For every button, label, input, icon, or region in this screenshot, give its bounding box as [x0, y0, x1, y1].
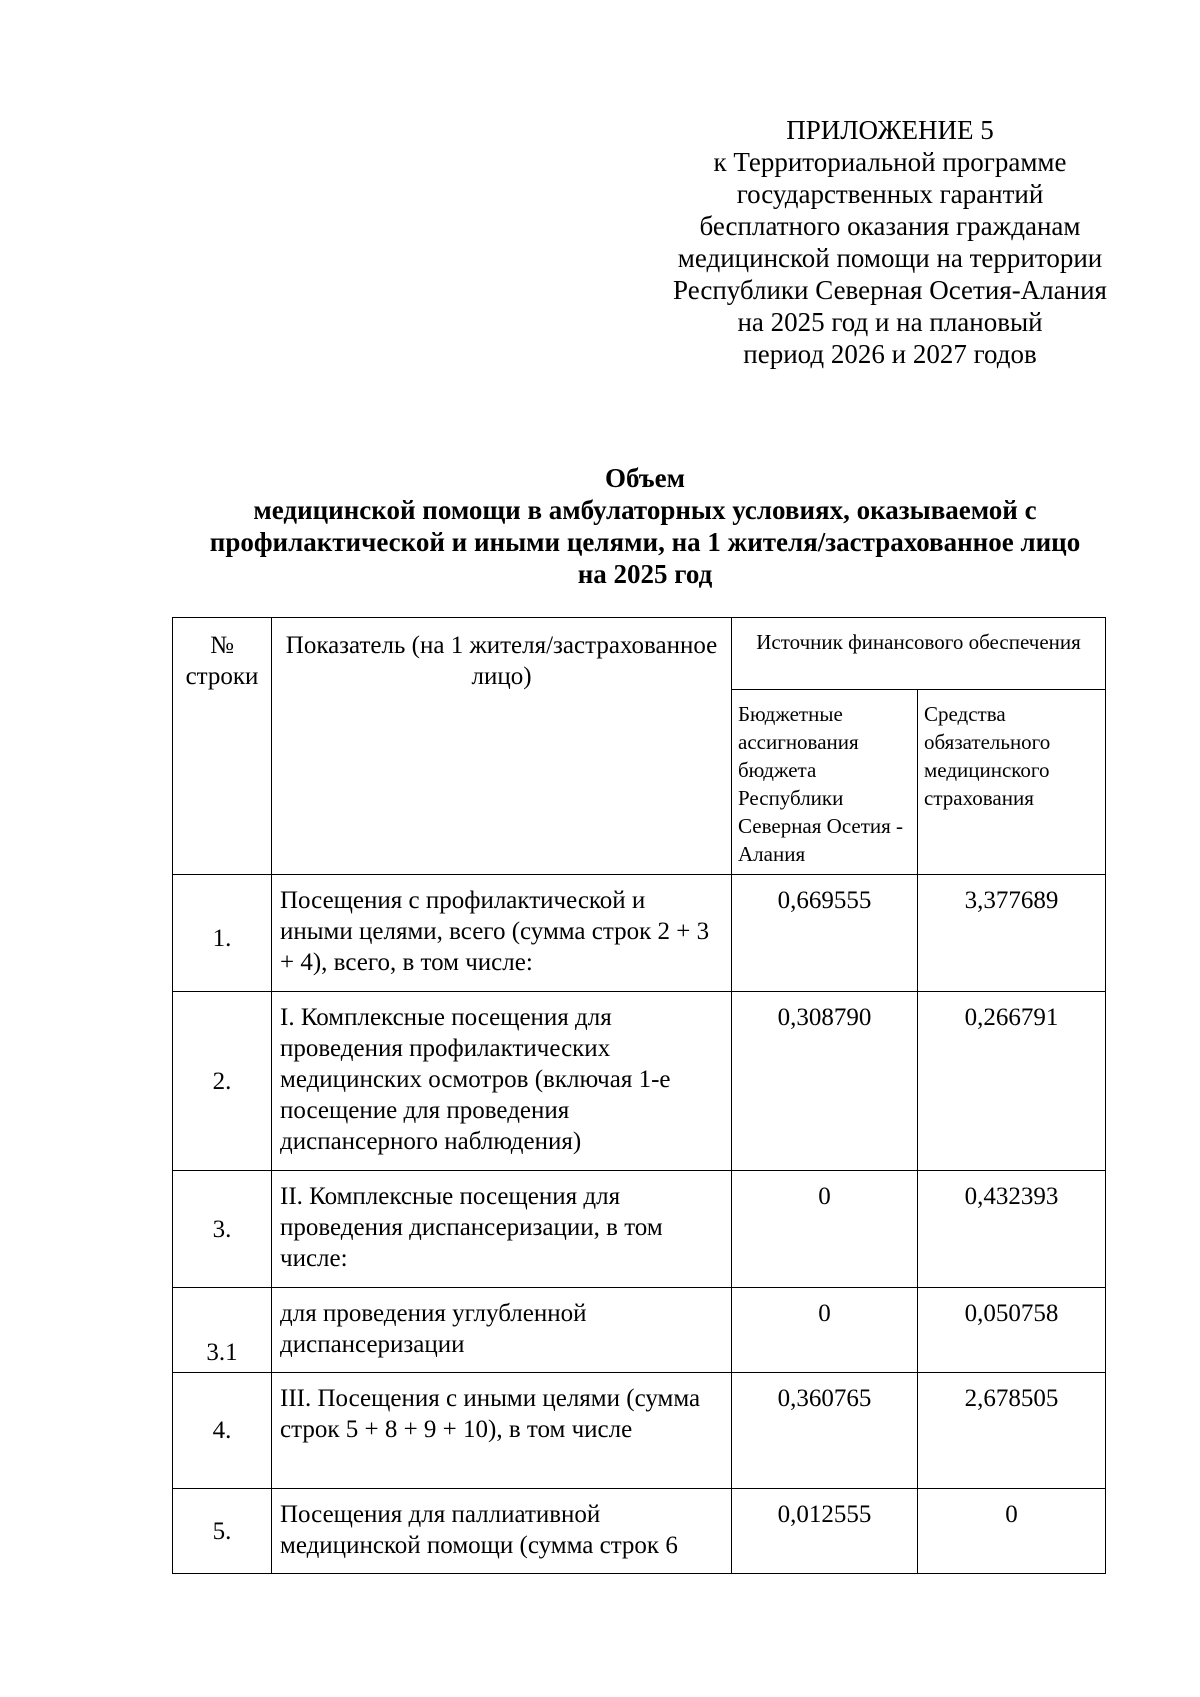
- table-row: [173, 1489, 1106, 1574]
- header-row-number: № строки: [173, 618, 272, 875]
- table-row: [173, 992, 1106, 1171]
- row-number: 3.: [173, 1171, 272, 1288]
- appendix-line: государственных гарантий: [736, 179, 1044, 209]
- header-budget: Бюджетные ассигнования бюджета Республики Северная Осетия - Алания: [732, 690, 918, 875]
- row-budget-value: 0,669555: [732, 875, 918, 992]
- row-number: 2.: [173, 992, 272, 1171]
- appendix-line: на 2025 год и на плановый: [737, 307, 1043, 337]
- row-indicator: II. Комплексные посещения для проведения диспансеризации, в том числе:: [272, 1171, 732, 1288]
- table-row: [173, 1288, 1106, 1373]
- row-budget-value: 0: [732, 1171, 918, 1288]
- header-oms: Средства обязательного медицинского страхования: [918, 690, 1106, 875]
- title-line: на 2025 год: [577, 559, 713, 589]
- table-header-row: [173, 618, 1106, 690]
- row-number: 5.: [173, 1489, 272, 1574]
- title-line: медицинской помощи в амбулаторных условиях, оказываемой с: [253, 495, 1037, 525]
- appendix-line: Республики Северная Осетия-Алания: [673, 275, 1107, 305]
- appendix-line: к Территориальной программе: [713, 147, 1067, 177]
- table-row: [173, 875, 1106, 992]
- title-line: профилактической и иными целями, на 1 жителя/застрахованное лицо: [209, 527, 1081, 557]
- row-budget-value: 0: [732, 1288, 918, 1373]
- row-number: 1.: [173, 875, 272, 992]
- row-oms-value: 0,266791: [918, 992, 1106, 1171]
- appendix-line: медицинской помощи на территории: [677, 243, 1103, 273]
- appendix-line: ПРИЛОЖЕНИЕ 5: [786, 115, 994, 145]
- table-row: [173, 1373, 1106, 1489]
- row-indicator: I. Комплексные посещения для проведения профилактических медицинских осмотров (включая 1-е посещение для проведения диспансерного наблюдения): [272, 992, 732, 1171]
- row-indicator: для проведения углубленной диспансеризации: [272, 1288, 732, 1373]
- appendix-line: период 2026 и 2027 годов: [743, 339, 1037, 369]
- title-line: Объем: [605, 463, 685, 493]
- row-oms-value: 0,050758: [918, 1288, 1106, 1373]
- header-indicator: Показатель (на 1 жителя/застрахованное лицо): [272, 618, 732, 875]
- row-oms-value: 0,432393: [918, 1171, 1106, 1288]
- appendix-block: [600, 114, 1180, 370]
- row-indicator: Посещения с профилактической и иными целями, всего (сумма строк 2 + 3 + 4), всего, в том числе:: [272, 875, 732, 992]
- row-budget-value: 0,308790: [732, 992, 918, 1171]
- row-budget-value: 0,360765: [732, 1373, 918, 1489]
- row-budget-value: 0,012555: [732, 1489, 918, 1574]
- row-oms-value: 2,678505: [918, 1373, 1106, 1489]
- row-indicator: Посещения для паллиативной медицинской помощи (сумма строк 6: [272, 1489, 732, 1574]
- row-number: 3.1: [173, 1288, 272, 1373]
- row-number: 4.: [173, 1373, 272, 1489]
- table-row: [173, 1171, 1106, 1288]
- row-oms-value: 3,377689: [918, 875, 1106, 992]
- row-indicator: III. Посещения с иными целями (сумма строк 5 + 8 + 9 + 10), в том числе: [272, 1373, 732, 1489]
- volume-table: [172, 617, 1106, 1574]
- document-title: [140, 462, 1150, 590]
- appendix-line: бесплатного оказания гражданам: [699, 211, 1081, 241]
- header-funding-source: Источник финансового обеспечения: [732, 618, 1106, 690]
- row-oms-value: 0: [918, 1489, 1106, 1574]
